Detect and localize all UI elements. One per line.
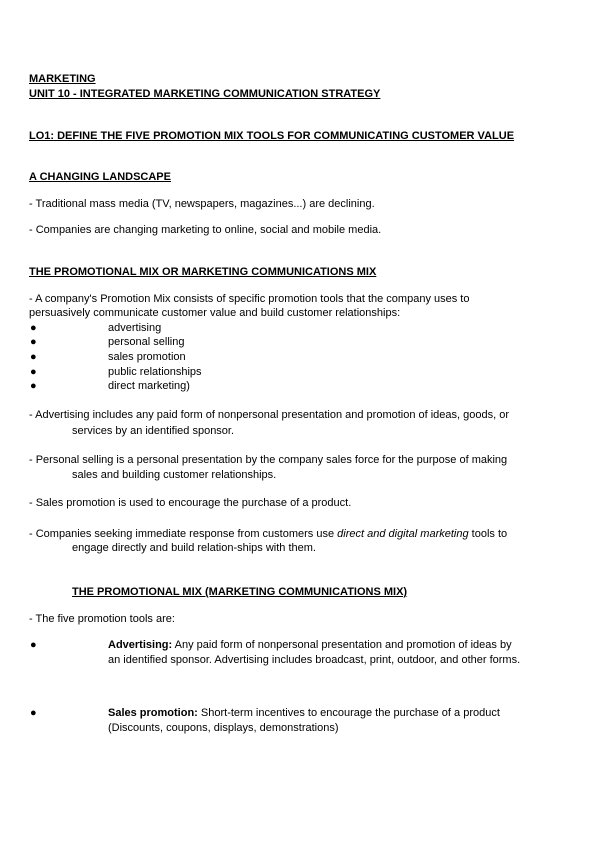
mix2-heading: THE PROMOTIONAL MIX (MARKETING COMMUNICATIONS MIX) xyxy=(72,586,408,598)
direct-marketing-paragraph-line-2: engage directly and build relation-ships with them. xyxy=(72,542,316,554)
advertising-paragraph-line-1: - Advertising includes any paid form of nonpersonal presentation and promotion of ideas, goods, or xyxy=(29,409,510,421)
mix-intro-line-1: - A company's Promotion Mix consists of specific promotion tools that the company uses to xyxy=(29,293,470,305)
personal-selling-paragraph-line-2: sales and building customer relationships. xyxy=(72,469,277,481)
list-item-advertising: advertising xyxy=(108,322,162,334)
doc-title: MARKETING xyxy=(29,73,96,85)
bullet-icon: ● xyxy=(30,380,37,392)
sales-promotion-definition-text: Short-term incentives to encourage the purchase of a product xyxy=(197,707,500,719)
landscape-paragraph-1: - Traditional mass media (TV, newspapers, magazines...) are declining. xyxy=(29,198,375,210)
bullet-icon: ● xyxy=(30,336,37,348)
unit-title: UNIT 10 - INTEGRATED MARKETING COMMUNICATION STRATEGY xyxy=(29,88,381,100)
mix-intro-line-2: persuasively communicate customer value and build customer relationships: xyxy=(29,307,401,319)
advertising-definition-line-2: an identified sponsor. Advertising includes broadcast, print, outdoor, and other forms. xyxy=(108,654,521,666)
list-item-personal-selling: personal selling xyxy=(108,336,185,348)
bullet-icon: ● xyxy=(30,707,37,719)
list-item-direct-marketing: direct marketing) xyxy=(108,380,190,392)
list-item-public-relationships: public relationships xyxy=(108,366,202,378)
sales-promotion-definition-line-1 xyxy=(108,706,500,720)
mix-heading: THE PROMOTIONAL MIX OR MARKETING COMMUNICATIONS MIX xyxy=(29,266,377,278)
advertising-label: Advertising: xyxy=(108,639,173,651)
sales-promotion-definition-line-2: (Discounts, coupons, displays, demonstrations) xyxy=(108,722,339,734)
sales-promotion-paragraph: - Sales promotion is used to encourage the purchase of a product. xyxy=(29,497,352,509)
bullet-icon: ● xyxy=(30,322,37,334)
personal-selling-paragraph-line-1: - Personal selling is a personal presentation by the company sales force for the purpose of making xyxy=(29,454,508,466)
bullet-icon: ● xyxy=(30,351,37,363)
lo1-heading: LO1: DEFINE THE FIVE PROMOTION MIX TOOLS FOR COMMUNICATING CUSTOMER VALUE xyxy=(29,130,515,142)
dm-text-post: tools to xyxy=(468,528,508,540)
bullet-icon: ● xyxy=(30,639,37,651)
list-item-sales-promotion: sales promotion xyxy=(108,351,186,363)
bullet-icon: ● xyxy=(30,366,37,378)
mix2-intro: - The five promotion tools are: xyxy=(29,613,175,625)
landscape-paragraph-2: - Companies are changing marketing to online, social and mobile media. xyxy=(29,224,382,236)
dm-text-pre: - Companies seeking immediate response from customers use xyxy=(29,528,338,540)
dm-text-emphasis: direct and digital marketing xyxy=(337,528,469,540)
advertising-paragraph-line-2: services by an identified sponsor. xyxy=(72,425,235,437)
sales-promotion-label: Sales promotion: xyxy=(108,707,198,719)
landscape-heading: A CHANGING LANDSCAPE xyxy=(29,171,171,183)
advertising-definition-line-1 xyxy=(108,638,512,652)
advertising-definition-text: Any paid form of nonpersonal presentation and promotion of ideas by xyxy=(172,639,512,651)
direct-marketing-paragraph-line-1 xyxy=(29,527,507,541)
